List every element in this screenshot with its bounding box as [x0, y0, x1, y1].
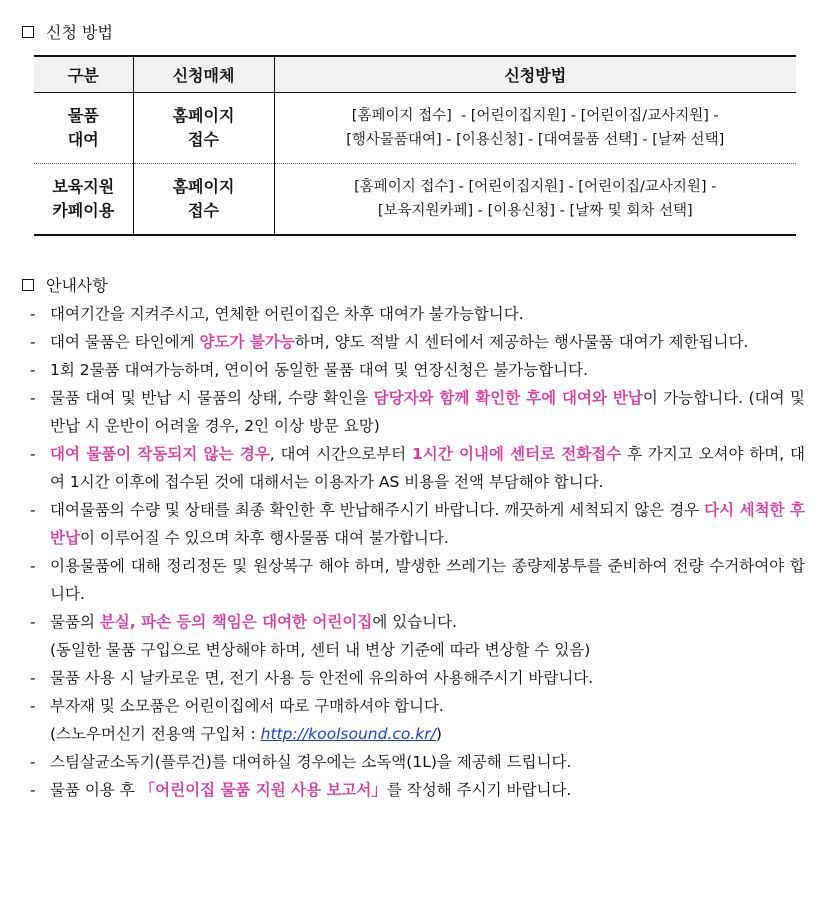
row-method: [홈페이지 접수] - [어린이집지원] - [어린이집/교사지원] - [행사물품대여] - [이용신청] - [대여물품 선택] - [날짜 선택] [274, 93, 796, 164]
notice-item: - 이용물품에 대해 정리정돈 및 원상복구 해야 하며, 발생한 쓰레기는 종량제봉투를 준비하여 전량 수거하여야 합니다. [30, 552, 805, 608]
table-row [34, 93, 796, 164]
notice-item: - 물품 이용 후 「어린이집 물품 지원 사용 보고서」를 작성해 주시기 바랍니다. [30, 776, 805, 804]
notice-item: - 대여물품의 수량 및 상태를 최종 확인한 후 반납해주시기 바랍니다. 깨끗하게 세척되지 않은 경우 다시 세척한 후 반납이 이루어질 수 있으며 차후 행사물품 대여 불가합니다. [30, 496, 805, 552]
row-category: 물품 대여 [34, 93, 133, 164]
highlight-text: 양도가 불가능 [199, 333, 295, 351]
application-section-heading [22, 20, 113, 43]
notice-section-heading [22, 273, 108, 296]
notice-subnote: (스노우머신기 전용액 구입처 : http://koolsound.co.kr/) [50, 725, 442, 743]
notice-item: - 부자재 및 소모품은 어린이집에서 따로 구매하셔야 합니다. (스노우머신기 전용액 구입처 : http://koolsound.co.kr/) [30, 692, 805, 748]
checkbox-square-icon [22, 26, 34, 38]
header-medium: 신청매체 [133, 56, 274, 93]
highlight-text: 대여 물품이 작동되지 않는 경우 [50, 445, 270, 463]
highlight-text: 담당자와 함께 확인한 후에 대여와 반납 [373, 389, 643, 407]
notice-subnote: (동일한 물품 구입으로 변상해야 하며, 센터 내 변상 기준에 따라 변상할 수 있음) [50, 641, 591, 659]
koolsound-link[interactable]: http://koolsound.co.kr/ [260, 725, 436, 743]
notice-list [30, 300, 805, 804]
header-category: 구분 [34, 56, 133, 93]
notice-item: - 대여 물품이 작동되지 않는 경우, 대여 시간으로부터 1시간 이내에 센터로 전화접수 후 가지고 오셔야 하며, 대여 1시간 이후에 접수된 것에 대해서는 이용자가 AS 비용을 전액 부담해야 합니다. [30, 440, 805, 496]
notice-item: - 1회 2물품 대여가능하며, 연이어 동일한 물품 대여 및 연장신청은 불가능합니다. [30, 356, 805, 384]
notice-item: - 물품 사용 시 날카로운 면, 전기 사용 등 안전에 유의하여 사용해주시기 바랍니다. [30, 664, 805, 692]
highlight-text: 「어린이집 물품 지원 사용 보고서」 [139, 781, 387, 799]
header-method: 신청방법 [274, 56, 796, 93]
highlight-text: 1시간 이내에 센터로 전화접수 [411, 445, 622, 463]
row-method: [홈페이지 접수] - [어린이집지원] - [어린이집/교사지원] - [보육지원카페] - [이용신청] - [날짜 및 회차 선택] [274, 164, 796, 236]
checkbox-square-icon [22, 279, 34, 291]
row-medium: 홈페이지 접수 [133, 93, 274, 164]
notice-heading-text: 안내사항 [46, 276, 108, 295]
notice-item: - 대여기간을 지켜주시고, 연체한 어린이집은 차후 대여가 불가능합니다. [30, 300, 805, 328]
row-medium: 홈페이지 접수 [133, 164, 274, 236]
row-category: 보육지원 카페이용 [34, 164, 133, 236]
notice-item: - 스팀살균소독기(플루건)를 대여하실 경우에는 소독액(1L)을 제공해 드립니다. [30, 748, 805, 776]
application-table [34, 55, 796, 236]
notice-item: - 대여 물품은 타인에게 양도가 불가능하며, 양도 적발 시 센터에서 제공하는 행사물품 대여가 제한됩니다. [30, 328, 805, 356]
application-heading-text: 신청 방법 [46, 23, 113, 42]
highlight-text: 다시 세척한 후 반납 [50, 501, 805, 547]
table-header-row [34, 56, 796, 93]
notice-item: - 물품 대여 및 반납 시 물품의 상태, 수량 확인을 담당자와 함께 확인한 후에 대여와 반납이 가능합니다. (대여 및 반납 시 운반이 어려울 경우, 2인 이상 방문 요망) [30, 384, 805, 440]
notice-item: - 물품의 분실, 파손 등의 책임은 대여한 어린이집에 있습니다. (동일한 물품 구입으로 변상해야 하며, 센터 내 변상 기준에 따라 변상할 수 있음) [30, 608, 805, 664]
table-row [34, 164, 796, 236]
highlight-text: 분실, 파손 등의 책임은 대여한 어린이집 [99, 613, 373, 631]
